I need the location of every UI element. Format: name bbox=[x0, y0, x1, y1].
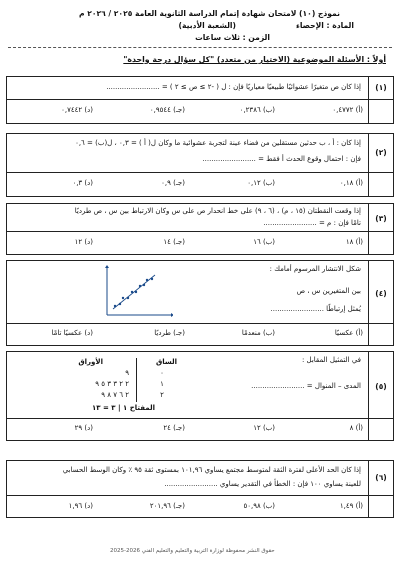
option-b[interactable]: (ب) ٠,١٢ bbox=[247, 179, 275, 187]
scatter-plot-figure bbox=[99, 265, 173, 321]
stem-header: الساق bbox=[155, 358, 177, 366]
question-5 bbox=[6, 351, 394, 441]
question-number: (٥) bbox=[375, 382, 387, 391]
option-b[interactable]: (ب) ٥٠,٩٨ bbox=[243, 502, 275, 510]
option-c[interactable]: (جـ) طرديًا bbox=[154, 329, 185, 337]
question-6 bbox=[6, 460, 394, 518]
question-3 bbox=[6, 203, 394, 255]
option-b[interactable]: (ب) ١٢ bbox=[253, 424, 275, 432]
question-text-line-1: إذا وقعت النقطتان (١٥ ، م) ، (٦ ، ٩) على خط انحدار ص على س وكان الارتباط بين س ، ص طرديًا bbox=[74, 207, 361, 215]
option-a[interactable]: (أ) ١,٤٩ bbox=[339, 502, 363, 510]
leaf-values: ٩ bbox=[125, 369, 129, 377]
section-title: أولاً : الأسئلة الموضوعية (الاختيار من متعدد) "كل سؤال درجة واحدة" bbox=[123, 55, 386, 64]
option-d[interactable]: (د) ٠,٧٤٤٢ bbox=[61, 106, 93, 114]
question-4 bbox=[6, 260, 394, 346]
question-text-line-1: شكل الانتشار المرسوم أمامك : bbox=[269, 265, 361, 273]
question-text-line-2: للعينة يساوي ١٠٠ فإن : الخطأ في التقدير يساوي ........................ bbox=[164, 480, 361, 488]
question-number: (٢) bbox=[375, 148, 387, 157]
option-c[interactable]: (جـ) ٠,٩٥٤٤ bbox=[149, 106, 185, 114]
option-d[interactable]: (د) ٢٩ bbox=[74, 424, 93, 432]
question-text-line-2: تامًا فإن : م = ........................ bbox=[263, 219, 361, 227]
branch-label: (الشعبة الأدبية) bbox=[178, 21, 236, 30]
leaf-values: ٢ ٦ ٧ ٨ ٩ bbox=[101, 391, 129, 399]
time-label: الزمن : ثلاث ساعات bbox=[195, 33, 270, 42]
option-d[interactable]: (د) عكسيًا تامًا bbox=[51, 329, 93, 337]
option-d[interactable]: (د) ١٢ bbox=[74, 238, 93, 246]
option-a[interactable]: (أ) عكسيًا bbox=[334, 329, 363, 337]
option-b[interactable]: (ب) منعدمًا bbox=[241, 329, 275, 337]
leaf-header: الأوراق bbox=[78, 358, 103, 366]
option-b[interactable]: (ب) ٠,٢٣٨٦ bbox=[239, 106, 275, 114]
option-a[interactable]: (أ) ٠,٤٧٧٢ bbox=[332, 106, 363, 114]
question-text-line-2: المدى – المنوال = ........................ bbox=[251, 382, 361, 390]
question-text-line-2: بين المتغيرين س ، ص bbox=[296, 287, 361, 295]
option-a[interactable]: (أ) ٨ bbox=[349, 424, 363, 432]
question-number: (١) bbox=[375, 83, 387, 92]
question-text-line-1: إذا كان : أ ، ب حدثين مستقلين من فضاء عينة لتجربة عشوائية ما وكان ل( أ ) = ٠,٣ ، ل(ب) = ٠,٦ bbox=[75, 139, 361, 147]
option-c[interactable]: (جـ) ٢٠١,٩٦ bbox=[149, 502, 185, 510]
option-b[interactable]: (ب) ١٦ bbox=[253, 238, 275, 246]
question-number: (٦) bbox=[375, 473, 387, 482]
option-a[interactable]: (أ) ٠,١٨ bbox=[339, 179, 363, 187]
header-divider bbox=[8, 47, 392, 48]
question-2 bbox=[6, 133, 394, 197]
question-text-line-1: إذا كان الحد الأعلى لفترة الثقة لمتوسط مجتمع يساوي ١٠١,٩٦ بمستوى ثقة ٩٥ ٪ وكان الوسط الحسابي bbox=[62, 466, 361, 474]
option-d[interactable]: (د) ٠,٣ bbox=[72, 179, 93, 187]
question-text: إذا كان ص متغيرًا عشوائيًا طبيعيًا معياريًا فإن : ل ( -٢ ≥ ص ≥ ٢ ) = ........................ bbox=[106, 83, 361, 91]
option-c[interactable]: (جـ) ٢٤ bbox=[163, 424, 185, 432]
question-1 bbox=[6, 76, 394, 124]
question-text-line-3: يُمثل إرتباطًا ........................ bbox=[270, 305, 361, 313]
leaf-values: ٢ ٢ ٣ ٣ ٥ ٩ bbox=[95, 380, 129, 388]
option-c[interactable]: (جـ) ٠,٩ bbox=[161, 179, 185, 187]
question-number: (٤) bbox=[375, 289, 387, 298]
stem-leaf-table bbox=[31, 356, 181, 416]
exam-title: نموذج (١٠) لامتحان شهادة إتمام الدراسة الثانوية العامة ٢٠٢٥ / ٢٠٢٦ م bbox=[78, 9, 340, 18]
option-c[interactable]: (جـ) ١٤ bbox=[163, 238, 185, 246]
stem-value: ٢ bbox=[160, 391, 164, 399]
option-a[interactable]: (أ) ١٨ bbox=[345, 238, 363, 246]
question-text-line-1: في التمثيل المقابل : bbox=[301, 356, 361, 364]
question-text-line-2: فإن : احتمال وقوع الحدث أ فقط = ........................ bbox=[202, 155, 361, 163]
option-d[interactable]: (د) ١,٩٦ bbox=[68, 502, 93, 510]
copyright-footer: حقوق النشر محفوظة لوزارة التربية والتعليم والتعليم الفني 2026-2025 bbox=[110, 548, 275, 554]
stem-value: ٠ bbox=[160, 369, 164, 377]
subject-label: المادة : الإحصاء bbox=[295, 21, 354, 30]
stem-value: ١ bbox=[160, 380, 164, 388]
question-number: (٣) bbox=[375, 214, 387, 223]
stem-leaf-key: المفتاح ١ | ٣ = ١٣ bbox=[91, 404, 155, 412]
